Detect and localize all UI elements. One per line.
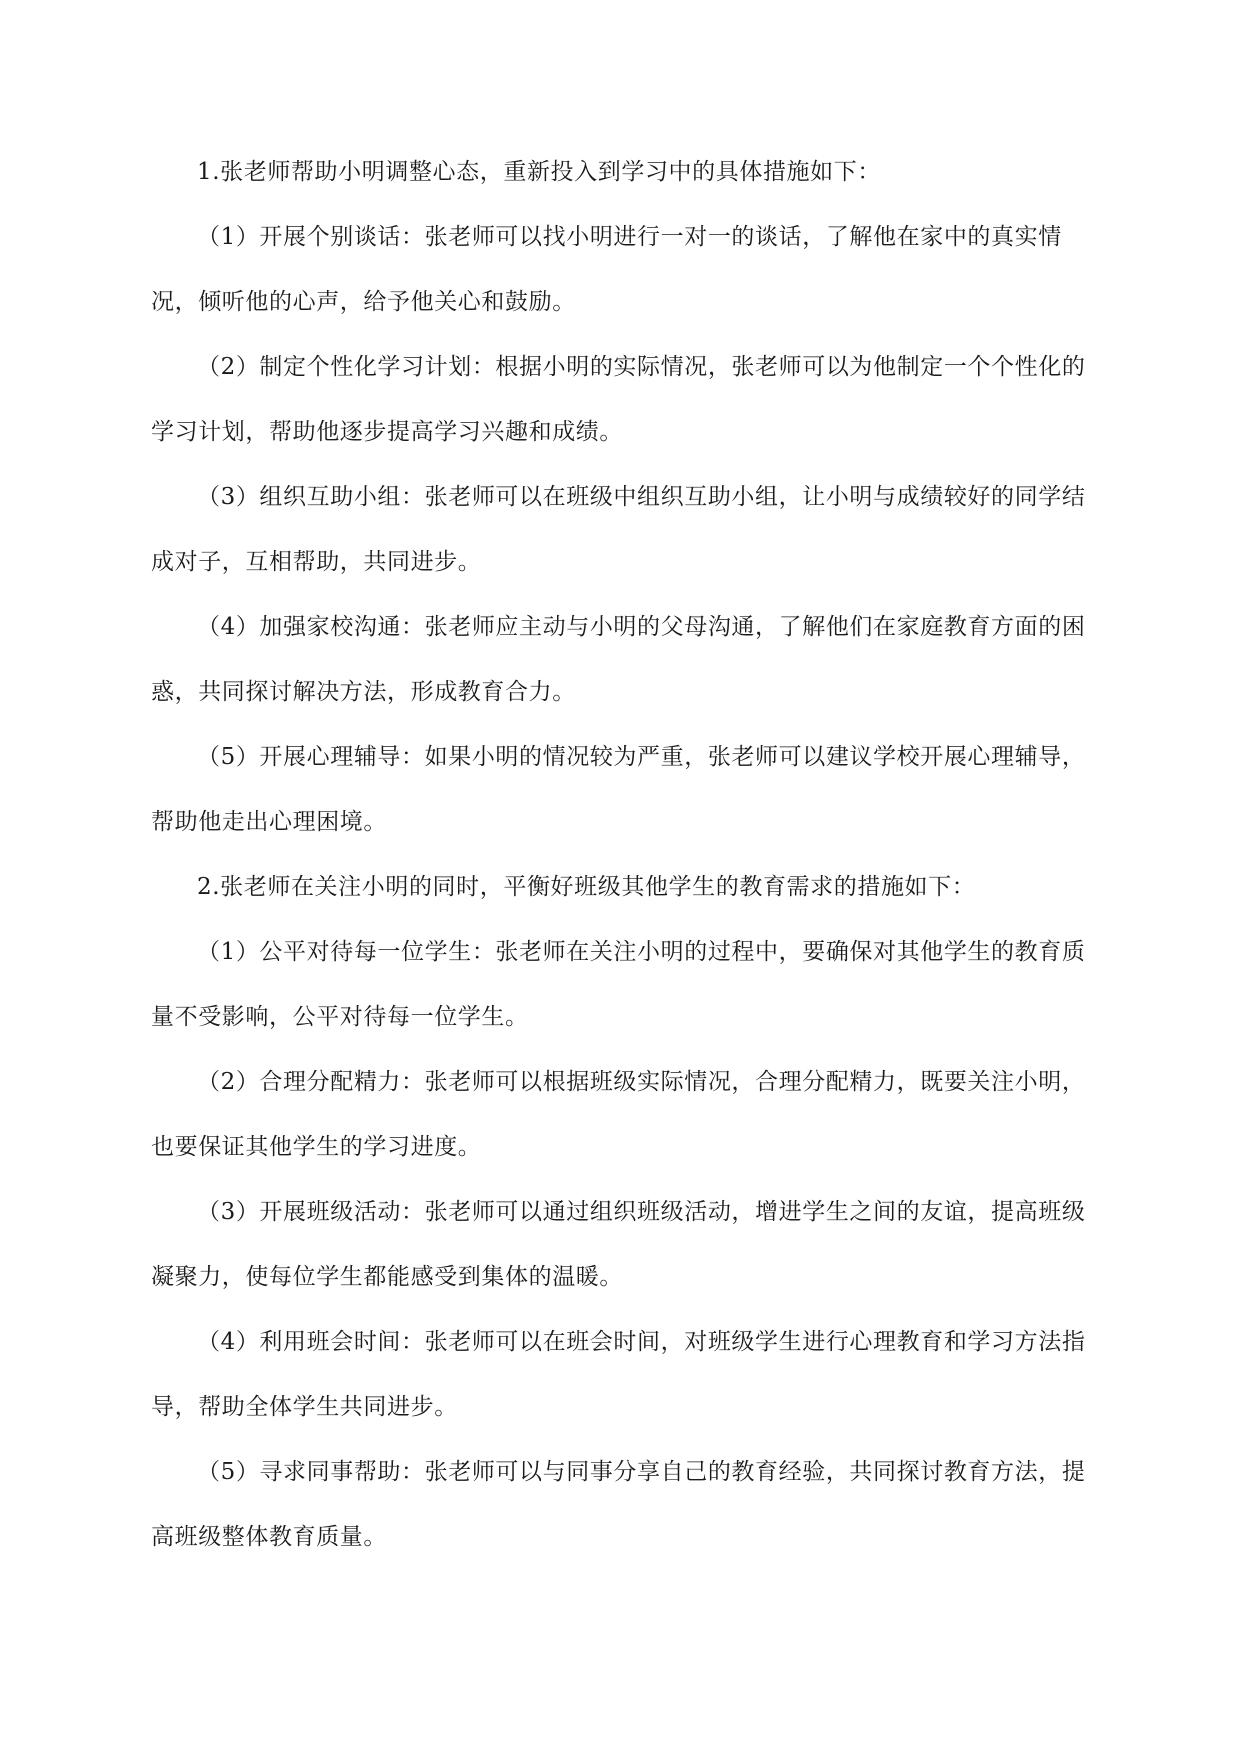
section-1-item-5: （5）开展心理辅导：如果小明的情况较为严重，张老师可以建议学校开展心理辅导，帮助他走出心理困境。 [151, 744, 1086, 835]
section-2-heading: 2.张老师在关注小明的同时，平衡好班级其他学生的教育需求的措施如下： [197, 874, 976, 900]
section-1-item-3: （3）组织互助小组：张老师可以在班级中组织互助小组，让小明与成绩较好的同学结成对子，互相帮助，共同进步。 [151, 484, 1086, 575]
section-1-item-2: （2）制定个性化学习计划：根据小明的实际情况，张老师可以为他制定一个个性化的学习计划，帮助他逐步提高学习兴趣和成绩。 [151, 354, 1086, 445]
section-2-item-5: （5）寻求同事帮助：张老师可以与同事分享自己的教育经验，共同探讨教育方法，提高班级整体教育质量。 [151, 1459, 1086, 1550]
section-2-item-2: （2）合理分配精力：张老师可以根据班级实际情况，合理分配精力，既要关注小明，也要保证其他学生的学习进度。 [151, 1069, 1086, 1160]
section-2-item-4: （4）利用班会时间：张老师可以在班会时间，对班级学生进行心理教育和学习方法指导，帮助全体学生共同进步。 [151, 1329, 1086, 1420]
document-page [151, 140, 1091, 1570]
section-1-heading: 1.张老师帮助小明调整心态，重新投入到学习中的具体措施如下： [197, 159, 881, 185]
section-1-item-1: （1）开展个别谈话：张老师可以找小明进行一对一的谈话，了解他在家中的真实情况，倾听他的心声，给予他关心和鼓励。 [151, 224, 1062, 315]
section-2-item-3: （3）开展班级活动：张老师可以通过组织班级活动，增进学生之间的友谊，提高班级凝聚力，使每位学生都能感受到集体的温暖。 [151, 1199, 1086, 1290]
section-1-item-4: （4）加强家校沟通：张老师应主动与小明的父母沟通，了解他们在家庭教育方面的困惑，共同探讨解决方法，形成教育合力。 [151, 614, 1086, 705]
section-2-item-1: （1）公平对待每一位学生：张老师在关注小明的过程中，要确保对其他学生的教育质量不受影响，公平对待每一位学生。 [151, 939, 1086, 1030]
